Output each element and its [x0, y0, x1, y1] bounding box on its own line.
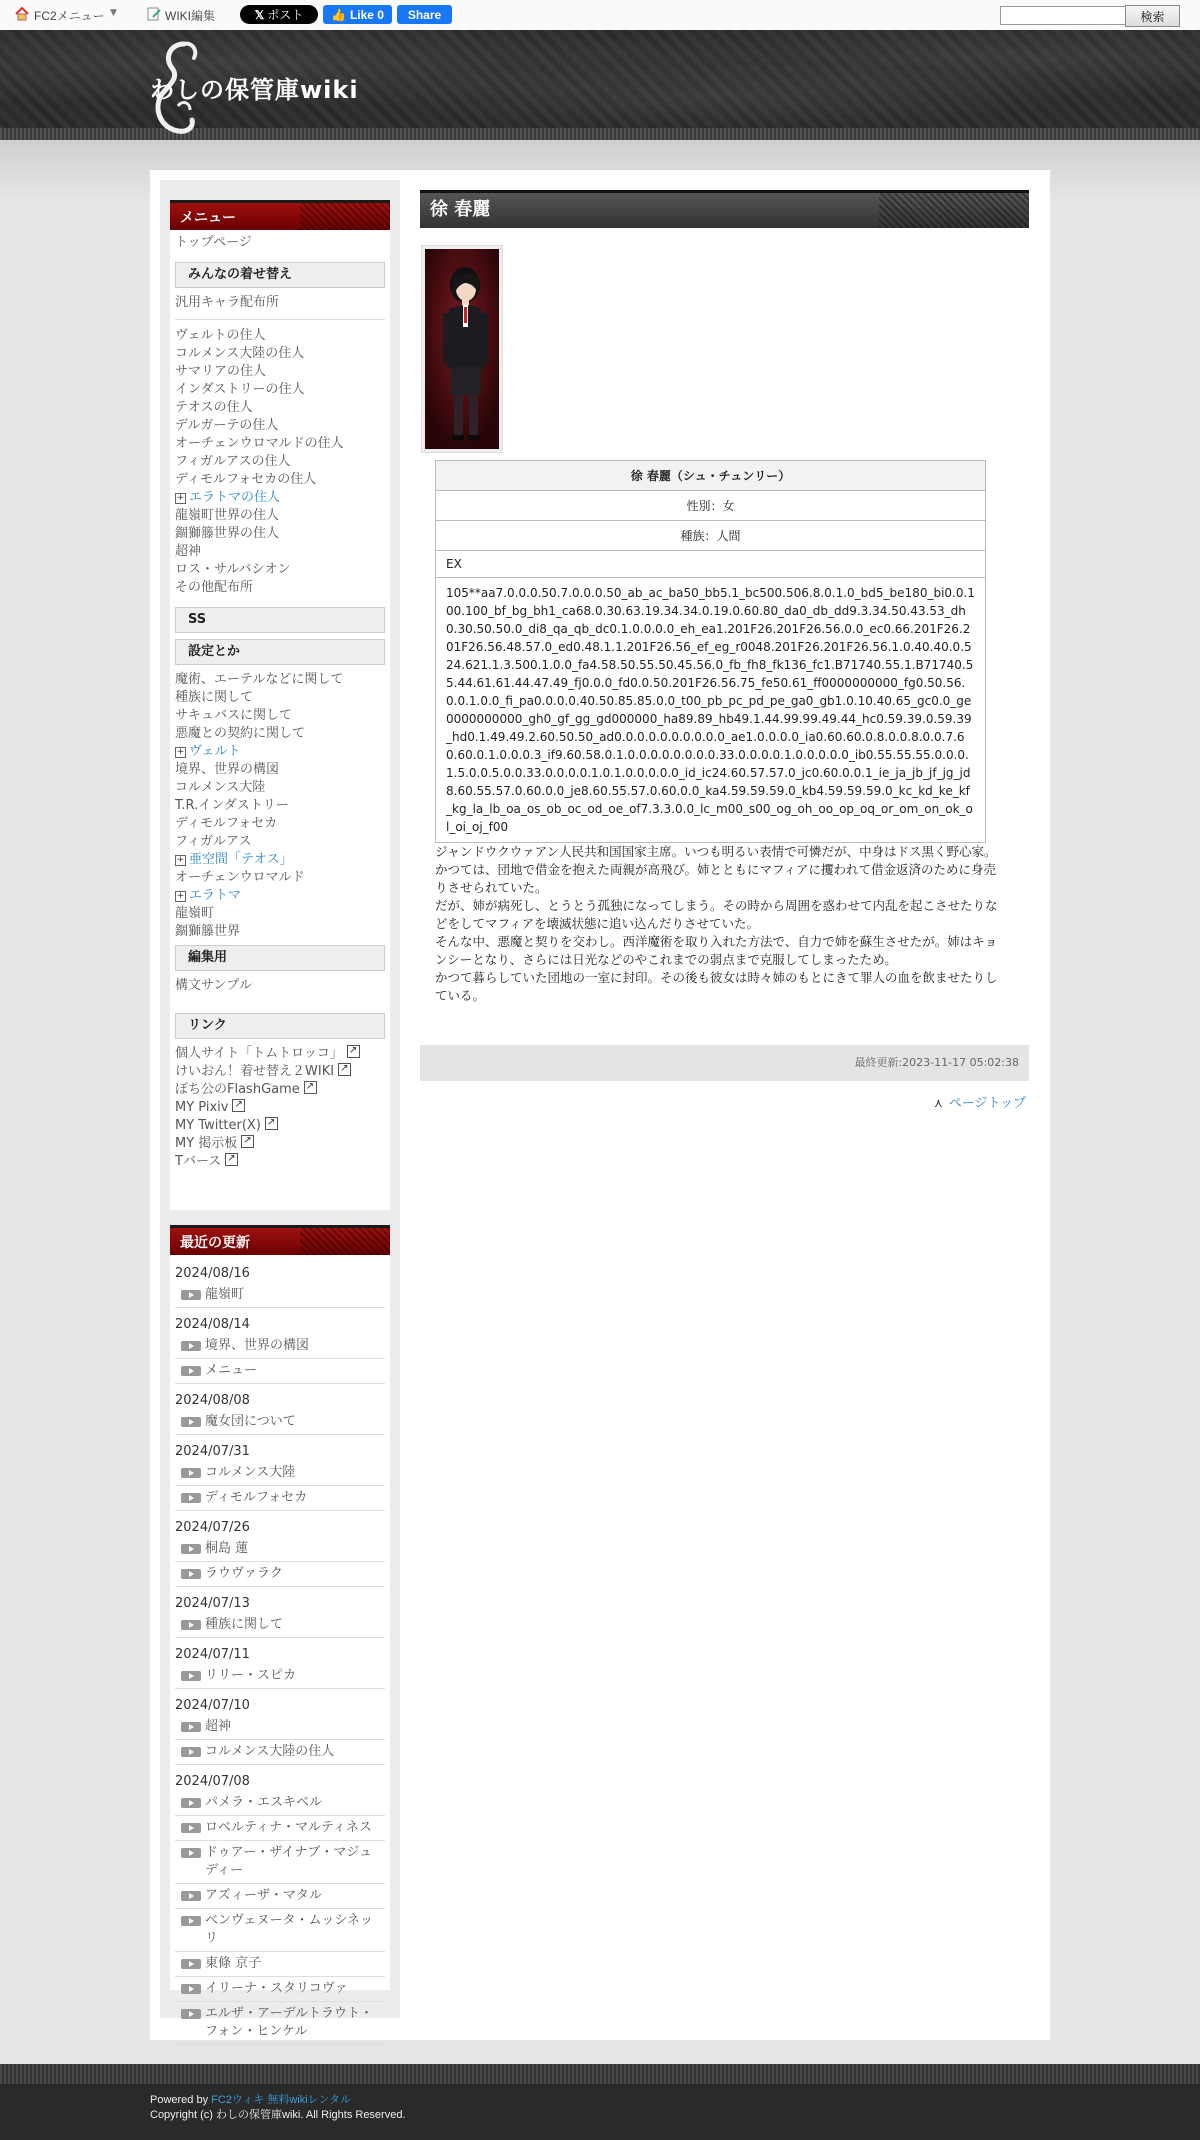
- menu-item-label[interactable]: サキュバスに関して: [175, 708, 293, 723]
- page-top-link[interactable]: [934, 1092, 1026, 1111]
- external-link-icon: [304, 1081, 317, 1094]
- description-paragraph: だが、姉が病死し、とうとう孤独になってしまう。その時から周囲を惑わせて内乱を起こさせたりなどをしてマフィアを壊滅状態に追い込んだりさせていた。: [435, 898, 998, 931]
- menu-item-label[interactable]: デルガーテの住人: [175, 418, 279, 433]
- update-item[interactable]: [175, 1359, 385, 1384]
- profile-gender: 性別：女: [436, 491, 986, 521]
- menu-item-label[interactable]: サマリアの住人: [175, 364, 267, 379]
- menu-item-label[interactable]: コルメンス大陸: [175, 780, 266, 795]
- page-arrow-icon: [181, 1341, 201, 1351]
- copyright: Copyright (c) わしの保管庫wiki. All Rights Reserved.: [150, 2109, 406, 2121]
- site-title[interactable]: わしの保管庫wiki: [150, 76, 359, 104]
- menu-item[interactable]: [175, 345, 385, 363]
- footer-text: [150, 2093, 406, 2123]
- update-item-label[interactable]: コルメンス大陸: [205, 1465, 296, 1480]
- menu-item[interactable]: [175, 561, 385, 579]
- update-item-label[interactable]: ラウヴァラク: [205, 1566, 283, 1581]
- page-title: 徐 春麗: [420, 190, 1029, 228]
- menu-item[interactable]: [175, 833, 385, 851]
- expand-plus-icon[interactable]: +: [176, 493, 185, 503]
- menu-item-label[interactable]: コルメンス大陸の住人: [175, 346, 305, 361]
- update-item-label[interactable]: イリーナ・スタリコヴァ: [205, 1981, 348, 1996]
- page-arrow-icon: [181, 1722, 201, 1732]
- external-link-label[interactable]: MY 掲示板: [175, 1136, 238, 1151]
- external-link-label[interactable]: MY Pixiv: [175, 1100, 229, 1115]
- page-arrow-icon: [181, 2009, 201, 2019]
- page-arrow-icon: [181, 1848, 201, 1858]
- page-arrow-icon: [181, 1620, 201, 1630]
- home-icon: [14, 6, 30, 22]
- update-item[interactable]: [175, 1952, 385, 1977]
- menu-item[interactable]: [175, 417, 385, 435]
- external-link-label[interactable]: ぽち公のFlashGame: [175, 1082, 300, 1097]
- update-item-label[interactable]: 桐島 蓮: [205, 1541, 249, 1556]
- menu-item-label[interactable]: オーチェンウロマルドの住人: [175, 436, 344, 451]
- update-item-label[interactable]: ドゥアー・ザイナブ・マジュディー: [205, 1845, 373, 1878]
- x-logo-icon: 𝕏: [254, 7, 265, 22]
- menu-item[interactable]: [175, 923, 385, 941]
- update-item-label[interactable]: メニュー: [205, 1363, 258, 1378]
- update-date: 2024/07/31: [175, 1444, 250, 1459]
- menu-item-label[interactable]: 境界、世界の構図: [175, 762, 280, 777]
- menu-item-label[interactable]: フィガルアスの住人: [175, 454, 291, 469]
- update-item-label[interactable]: コルメンス大陸の住人: [205, 1744, 335, 1759]
- update-item[interactable]: [175, 2002, 385, 2045]
- update-date: 2024/08/08: [175, 1393, 250, 1408]
- update-item[interactable]: [175, 1816, 385, 1841]
- update-item[interactable]: [175, 1461, 385, 1486]
- update-item-label[interactable]: ディモルフォセカ: [205, 1490, 308, 1505]
- menu-item[interactable]: [175, 435, 385, 453]
- page-arrow-icon: [181, 1823, 201, 1833]
- page-arrow-icon: [181, 1891, 201, 1901]
- menu-item-label[interactable]: フィガルアス: [175, 834, 252, 849]
- update-item[interactable]: [175, 1283, 385, 1308]
- description-paragraph: ジャンドウクウァアン人民共和国国家主席。いつも明るい表情で可憐だが、中身はドス黒く野心家。: [435, 844, 997, 859]
- menu-item-label[interactable]: ヴェルトの住人: [175, 328, 266, 343]
- external-link[interactable]: [175, 1153, 385, 1171]
- page-arrow-icon: [181, 1468, 201, 1478]
- menu-item-expandable[interactable]: [175, 851, 385, 869]
- menu-item[interactable]: [175, 399, 385, 417]
- menu-item[interactable]: [175, 779, 385, 797]
- update-item-label[interactable]: アズィーザ・マタル: [205, 1888, 322, 1903]
- menu-item-label[interactable]: ディモルフォセカの住人: [175, 472, 317, 487]
- powered-by-label: Powered by: [150, 2094, 209, 2106]
- page-arrow-icon: [181, 1798, 201, 1808]
- update-item[interactable]: [175, 1562, 385, 1587]
- menu-item-label[interactable]: 悪魔との契約に関して: [175, 726, 306, 741]
- menu-item[interactable]: [175, 725, 385, 743]
- external-link-label[interactable]: けいおん！着せ替え２WIKI: [175, 1064, 335, 1079]
- search-input[interactable]: [1000, 6, 1126, 25]
- update-item[interactable]: [175, 1664, 385, 1689]
- recent-updates-list: [170, 1255, 390, 2049]
- menu-section-settings: 設定とか: [175, 639, 385, 665]
- expand-plus-icon[interactable]: +: [176, 747, 185, 757]
- facebook-share-button[interactable]: Share: [397, 5, 452, 24]
- menu-item[interactable]: 亜空間「テオス」: [189, 852, 293, 867]
- external-link[interactable]: [175, 1081, 385, 1099]
- menu-item[interactable]: [175, 905, 385, 923]
- update-date: 2024/08/16: [175, 1266, 250, 1281]
- external-link-label[interactable]: Tバース: [175, 1154, 222, 1169]
- menu-section-kisekae: みんなの着せ替え: [175, 262, 385, 288]
- menu-item[interactable]: 汎用キャラ配布所: [175, 295, 280, 310]
- update-item-label[interactable]: 龍嶺町: [205, 1287, 245, 1302]
- menu-item-label[interactable]: 種族に関して: [175, 690, 254, 705]
- expand-plus-icon[interactable]: +: [176, 891, 185, 901]
- menu-item-label[interactable]: 龍嶺町: [175, 906, 215, 921]
- update-item[interactable]: [175, 1909, 385, 1952]
- menu-item[interactable]: ヴェルト: [189, 744, 241, 759]
- page-arrow-icon: [181, 1544, 201, 1554]
- external-link-icon: [225, 1153, 238, 1166]
- external-link-icon: [232, 1099, 245, 1112]
- page-arrow-icon: [181, 1417, 201, 1427]
- menu-item-label[interactable]: テオスの住人: [175, 400, 253, 415]
- update-date: 2024/07/26: [175, 1520, 250, 1535]
- chevron-down-icon[interactable]: ▼: [110, 8, 117, 18]
- menu-item-label[interactable]: ロス・サルバシオン: [175, 562, 291, 577]
- update-item[interactable]: [175, 1977, 385, 2002]
- external-link[interactable]: [175, 1045, 385, 1063]
- last-updated: 最終更新:2023-11-17 05:02:38: [420, 1045, 1029, 1081]
- menu-item[interactable]: エラトマの住人: [189, 490, 281, 505]
- update-item-label[interactable]: パメラ・エスキベル: [205, 1795, 323, 1810]
- menu-item-label[interactable]: ディモルフォセカ: [175, 816, 278, 831]
- menu-item-label[interactable]: T.R.インダストリー: [175, 798, 289, 813]
- update-date: 2024/07/13: [175, 1596, 250, 1611]
- update-item[interactable]: [175, 1715, 385, 1740]
- menu-item-top[interactable]: トップページ: [175, 235, 252, 250]
- update-date: 2024/07/08: [175, 1774, 250, 1789]
- fc2-menu-link[interactable]: FC2メニュー: [34, 9, 105, 23]
- menu-item[interactable]: [175, 543, 385, 561]
- menu-item-label[interactable]: 錮獅籐世界の住人: [175, 526, 280, 541]
- menu-section-links: リンク: [175, 1013, 385, 1039]
- external-link[interactable]: [175, 1135, 385, 1153]
- edit-icon: [146, 6, 162, 22]
- external-link-icon: [241, 1135, 254, 1148]
- menu-item[interactable]: [175, 671, 385, 689]
- description-paragraph: かつて暮らしていた団地の一室に封印。その後も彼女は時々姉のもとにきて罪人の血を飲ませたりしている。: [435, 970, 998, 1003]
- menu-item-label[interactable]: 魔術、エーテルなどに関して: [175, 672, 344, 687]
- update-item[interactable]: [175, 1841, 385, 1884]
- page-arrow-icon: [181, 1290, 201, 1300]
- facebook-like-button[interactable]: [323, 5, 392, 24]
- menu-item-expandable[interactable]: [175, 743, 385, 761]
- profile-race: 種族：人間: [436, 521, 986, 551]
- menu-item[interactable]: エラトマ: [189, 888, 242, 903]
- update-item[interactable]: [175, 1486, 385, 1511]
- menu-item[interactable]: [175, 689, 385, 707]
- page-arrow-icon: [181, 1569, 201, 1579]
- menu-section-ss: SS: [175, 607, 385, 633]
- description-paragraph: そんな中、悪魔と契りを交わし。西洋魔術を取り入れた方法で、自力で姉を蘇生させたが。姉はキョンシーとなり、さらには日光などのやこれまでの弱点まで克服してしまったため。: [435, 934, 998, 967]
- page-top-label[interactable]: ページトップ: [948, 1096, 1027, 1111]
- menu-item-label[interactable]: 龍嶺町世界の住人: [175, 508, 280, 523]
- menu-item[interactable]: [175, 507, 385, 525]
- menu-item[interactable]: [175, 525, 385, 543]
- update-date: 2024/07/11: [175, 1647, 250, 1662]
- profile-ex-label: EX: [436, 551, 986, 578]
- external-link-label[interactable]: 個人サイト「トムトロッコ」: [175, 1046, 343, 1061]
- update-item[interactable]: [175, 1791, 385, 1816]
- menu-section-edit: 編集用: [175, 945, 385, 971]
- menu-item[interactable]: [175, 327, 385, 345]
- character-portrait[interactable]: [425, 249, 499, 449]
- update-date: 2024/08/14: [175, 1317, 250, 1332]
- arrow-up-icon: ⋏: [934, 1096, 943, 1110]
- menu-item-label[interactable]: オーチェンウロマルド: [175, 870, 305, 885]
- menu-item-label[interactable]: 錮獅籐世界: [175, 924, 241, 939]
- profile-name-header: 徐 春麗（シュ・チュンリー）: [436, 461, 986, 491]
- external-link[interactable]: [175, 1099, 385, 1117]
- update-item-label[interactable]: ロベルティナ・マルティネス: [205, 1820, 372, 1835]
- top-bar: [0, 0, 1200, 31]
- thumbs-up-icon: 👍: [331, 7, 346, 22]
- update-date: 2024/07/10: [175, 1698, 250, 1713]
- menu-item[interactable]: [175, 363, 385, 381]
- character-description: [435, 843, 1005, 1005]
- page-arrow-icon: [181, 1671, 201, 1681]
- external-link-icon: [338, 1063, 351, 1076]
- recent-updates-panel: [170, 1225, 390, 2039]
- page-arrow-icon: [181, 1984, 201, 1994]
- external-link[interactable]: [175, 1063, 385, 1081]
- wiki-edit-link[interactable]: WIKI編集: [165, 9, 215, 23]
- update-item-label[interactable]: リリー・スピカ: [205, 1668, 297, 1683]
- x-post-button[interactable]: [240, 5, 318, 24]
- page-arrow-icon: [181, 1959, 201, 1969]
- menu-item-label[interactable]: その他配布所: [175, 580, 254, 595]
- kisekae-code[interactable]: 105**aa7.0.0.0.50.7.0.0.0.50_ab_ac_ba50_bb5.1_bc500.506.8.0.1.0_bd5_be180_bi0.0.100.100_bf_bg_bh1_ca68.0.30.63.19.34.34.0.19.0.60.80_da0_db_dd9.3.34.50.43.53_dh0.30.50.50.0_di8_qa_qb_dc0.1.0.0.0.0_eh_ea1.201F26.201F26.56.0.0_ec0.66.201F26.201F26.56.48.57.0_ed0.48.1.1.201F26.56_ef_eg_r0048.201F26.201F26.56.1.0.40.40.0.524.621.1.3.500.1.0.0_fa4.58.50.55.50.45.56.0_fb_fh8_fk136_fc1.B71740.55.1.B71740.55.44.61.61.44.47.49_fj0.0.0_fd0.0.50.201F26.56.75_fe50.61_ff0000000000_fg0.50.56.0.0.1.0.0_fi_pa0.0.0.0.40.50.85.85.0.0_t00_pb_pc_pd_pe_ga0_gb1.0.10.40.65_gc0.0_ge0000000000_gh0_gf_gg_gd000000_ha89.89_hb49.1.44.99.99.49.44_hc0.59.39.0.59.39_hd0.1.49.49.2.60.50.50_ad0.0.0.0.0.0.0.0.0.0_ae1.0.0.0.0_ia0.60.60.0.8.0.0.8.0.0.7.60.60.0.1.0.0.0.3_if9.60.58.0.1.0.0.0.0.0.0.0.0.33.0.0.0.0.1.0.0.0.0.0_ib0.55.55.55.0.0.0.1.5.0.0.5.0.0.33.0.0.0.0.1.0.1.0.0.0.0.0_id_ic24.60.57.57.0_jc0.60.0.0.1_ie_ja_jb_jf_jg_jd8.60.55.57.0.60.0.0_je8.60.55.57.0.60.0.0_ka4.59.59.59.0_kb4.59.59.59.0_kc_kd_ke_kf_kg_la_lb_oa_os_ob_oc_od_oe_of7.3.3.0.0_lc_m00_s00_og_oh_oo_op_oq_or_om_on_ok_ol_oi_oj_f00: [436, 578, 986, 843]
- menu-item-expandable[interactable]: [175, 489, 385, 507]
- external-link-label[interactable]: MY Twitter(X): [175, 1118, 261, 1133]
- menu-body: [170, 230, 390, 1175]
- update-item[interactable]: [175, 1740, 385, 1765]
- menu-item[interactable]: [175, 579, 385, 597]
- menu-item[interactable]: [175, 797, 385, 815]
- facebook-like-label: Like 0: [349, 7, 384, 22]
- update-item[interactable]: [175, 1613, 385, 1638]
- menu-item-label[interactable]: 超神: [175, 544, 202, 559]
- menu-item[interactable]: [175, 453, 385, 471]
- menu-item[interactable]: [175, 977, 385, 995]
- divider: [175, 319, 385, 320]
- update-item[interactable]: [175, 1537, 385, 1562]
- menu-item[interactable]: [175, 869, 385, 887]
- update-item[interactable]: [175, 1884, 385, 1909]
- menu-item[interactable]: [175, 761, 385, 779]
- profile-table: [435, 460, 986, 843]
- menu-item-label[interactable]: 構文サンプル: [175, 978, 252, 993]
- expand-plus-icon[interactable]: +: [176, 855, 185, 865]
- update-item-label[interactable]: 境界、世界の構図: [205, 1338, 310, 1353]
- update-item-label[interactable]: 魔女団について: [205, 1414, 296, 1429]
- update-item-label[interactable]: 東條 京子: [205, 1956, 262, 1971]
- page-arrow-icon: [181, 1493, 201, 1503]
- menu-item[interactable]: [175, 471, 385, 489]
- description-paragraph: かつては、団地で借金を抱えた両親が高飛び。姉とともにマフィアに攫われて借金返済のために身売りさせられていた。: [435, 862, 997, 895]
- footer: [0, 2064, 1200, 2140]
- update-item[interactable]: [175, 1334, 385, 1359]
- external-link-icon: [347, 1045, 360, 1058]
- menu-panel-title: メニュー: [170, 200, 390, 230]
- update-item[interactable]: [175, 1410, 385, 1435]
- menu-item-expandable[interactable]: [175, 887, 385, 905]
- update-item-label[interactable]: 超神: [205, 1719, 232, 1734]
- menu-item[interactable]: [175, 707, 385, 725]
- external-link-icon: [265, 1117, 278, 1130]
- menu-item-label[interactable]: インダストリーの住人: [175, 382, 305, 397]
- update-item-label[interactable]: エルザ・アーデルトラウト・フォン・ヒンケル: [205, 2006, 373, 2039]
- update-item-label[interactable]: ベンヴェヌータ・ムッシネッリ: [205, 1913, 373, 1946]
- update-item-label[interactable]: 種族に関して: [205, 1617, 284, 1632]
- external-link[interactable]: [175, 1117, 385, 1135]
- menu-item[interactable]: [175, 815, 385, 833]
- recent-updates-title: 最近の更新: [170, 1225, 390, 1255]
- menu-panel: [170, 200, 390, 1210]
- menu-item[interactable]: [175, 381, 385, 399]
- x-post-label: ポスト: [267, 8, 304, 22]
- footer-stripe: [0, 2064, 1200, 2084]
- fc2-wiki-link[interactable]: FC2ウィキ 無料wikiレンタル: [211, 2094, 351, 2106]
- page-arrow-icon: [181, 1366, 201, 1376]
- search-button[interactable]: 検索: [1125, 5, 1180, 27]
- page-arrow-icon: [181, 1747, 201, 1757]
- page-arrow-icon: [181, 1916, 201, 1926]
